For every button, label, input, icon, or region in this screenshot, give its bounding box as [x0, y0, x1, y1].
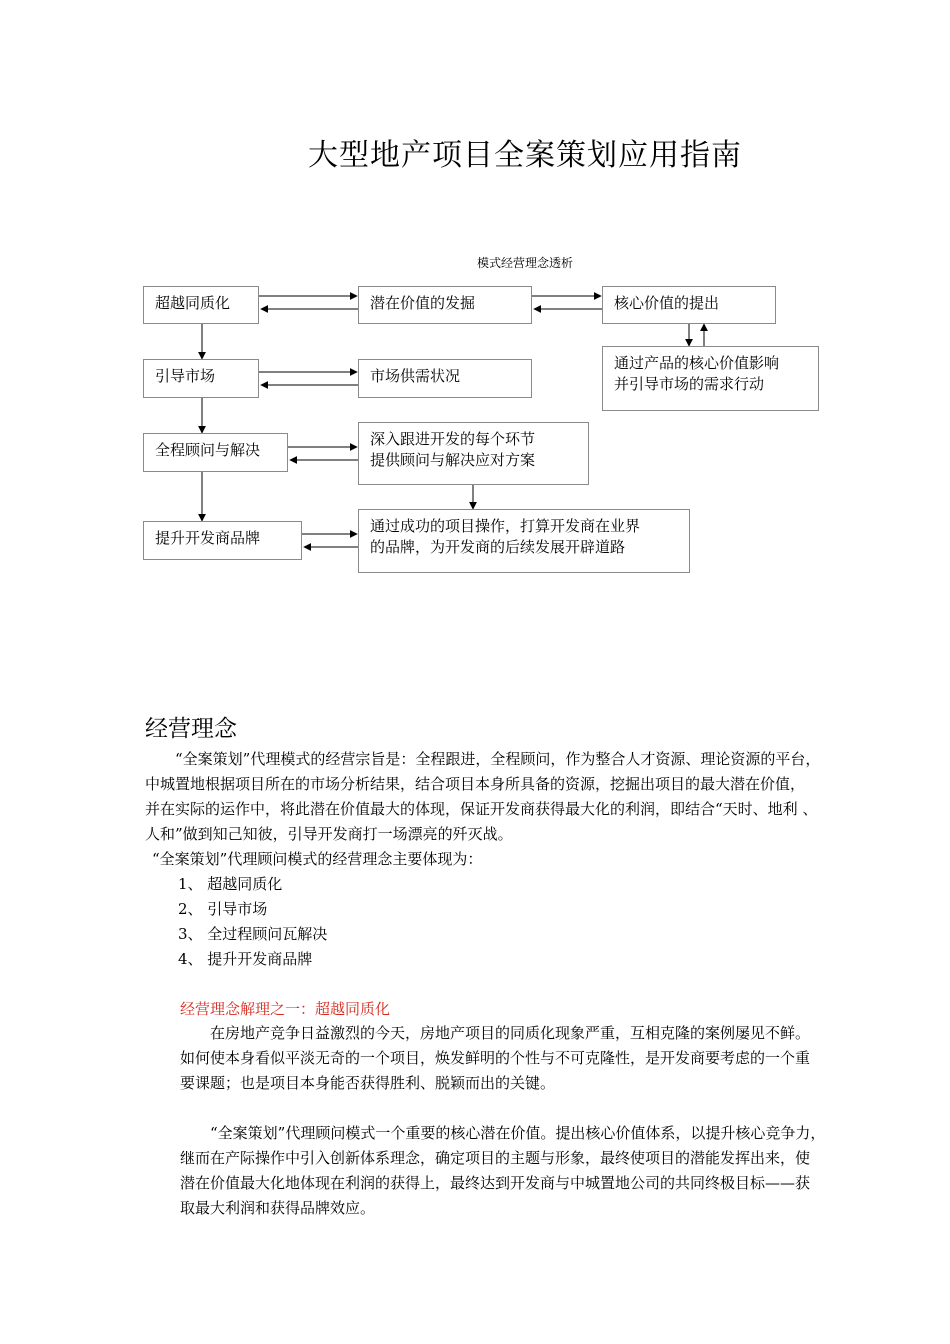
subsection-paragraph-2-line2: 继而在产际操作中引入创新体系理念，确定项目的主题与形象，最终使项目的潜能发挥出来，使	[180, 1149, 811, 1167]
section-paragraph-1-line4: 人和”做到知己知彼，引导开发商打一场漂亮的歼灭战。	[145, 825, 513, 843]
subsection-paragraph-1-line2: 如何使本身看似平淡无奇的一个项目，焕发鲜明的个性与不可克隆性，是开发商要考虑的一个重	[180, 1049, 811, 1067]
section-heading: 经营理念	[145, 716, 237, 742]
list-item: 1、 超越同质化	[178, 875, 283, 893]
node-brand	[143, 521, 302, 560]
node-supply-demand	[358, 359, 532, 398]
section-paragraph-1-line2: 中城置地根据项目所在的市场分析结果，结合项目本身所具备的资源，挖掘出项目的最大潜在价值，	[145, 775, 806, 793]
subsection-paragraph-1-line3: 要课题；也是项目本身能否获得胜利、脱颖而出的关键。	[180, 1074, 556, 1092]
node-latent-value-label: 潜在价值的发掘	[370, 294, 476, 312]
node-full-consulting-label: 全程顾问与解决	[155, 441, 261, 459]
node-follow-up	[358, 422, 589, 485]
node-guide-market-label: 引导市场	[155, 367, 216, 385]
subsection-paragraph-2-line3: 潜在价值最大化地体现在利润的获得上，最终达到开发商与中城置地公司的共同终极目标——获	[180, 1174, 811, 1192]
subsection-paragraph-2-line1: “全案策划”代理顾问模式一个重要的核心潜在价值。提出核心价值体系，以提升核心竞争力，	[210, 1124, 826, 1142]
list-item: 3、 全过程顾问瓦解决	[178, 925, 328, 943]
node-brand-detail-line2: 的品牌，为开发商的后续发展开辟道路	[370, 538, 626, 556]
subsection-heading: 经营理念解理之一：超越同质化	[180, 1000, 391, 1018]
section-paragraph-1-line3: 并在实际的运作中，将此潜在价值最大的体现，保证开发商获得最大化的利润，即结合“天时、地利 、	[145, 800, 818, 818]
node-differentiation-label: 超越同质化	[155, 294, 231, 312]
page-title: 大型地产项目全案策划应用指南	[308, 138, 742, 173]
section-paragraph-1-line1: “全案策划”代理模式的经营宗旨是：全程跟进，全程顾问，作为整合人才资源、理论资源的平台，	[175, 750, 821, 768]
node-core-value-detail-line1: 通过产品的核心价值影响	[614, 354, 780, 372]
node-differentiation	[143, 286, 259, 324]
node-follow-up-line1: 深入跟进开发的每个环节	[370, 430, 536, 448]
subsection-paragraph-1	[180, 1021, 910, 1096]
node-guide-market	[143, 359, 259, 398]
node-core-value	[602, 286, 776, 324]
node-latent-value	[358, 286, 532, 324]
concept-list	[178, 872, 327, 972]
diagram-title: 模式经营理念透析	[476, 256, 573, 270]
subsection-paragraph-2-line4: 取最大利润和获得品牌效应。	[180, 1199, 376, 1217]
subsection-paragraph-1-line1: 在房地产竞争日益激烈的今天，房地产项目的同质化现象严重，互相克隆的案例屡见不鲜。	[210, 1024, 811, 1042]
node-core-value-detail-line2: 并引导市场的需求行动	[614, 375, 765, 393]
node-core-value-label: 核心价值的提出	[614, 294, 720, 312]
section-paragraph-2: “全案策划”代理顾问模式的经营理念主要体现为：	[152, 850, 483, 868]
node-follow-up-line2: 提供顾问与解决应对方案	[370, 451, 536, 469]
list-item: 4、 提升开发商品牌	[178, 950, 313, 968]
node-core-value-detail	[602, 346, 819, 411]
node-brand-detail-line1: 通过成功的项目操作，打算开发商在业界	[370, 517, 641, 535]
subsection-paragraph-2	[180, 1121, 910, 1221]
node-brand-detail	[358, 509, 690, 573]
list-item: 2、 引导市场	[178, 900, 268, 918]
node-brand-label: 提升开发商品牌	[155, 529, 261, 547]
section-paragraph-1	[145, 747, 915, 847]
node-supply-demand-label: 市场供需状况	[370, 367, 461, 385]
node-full-consulting	[143, 433, 288, 472]
